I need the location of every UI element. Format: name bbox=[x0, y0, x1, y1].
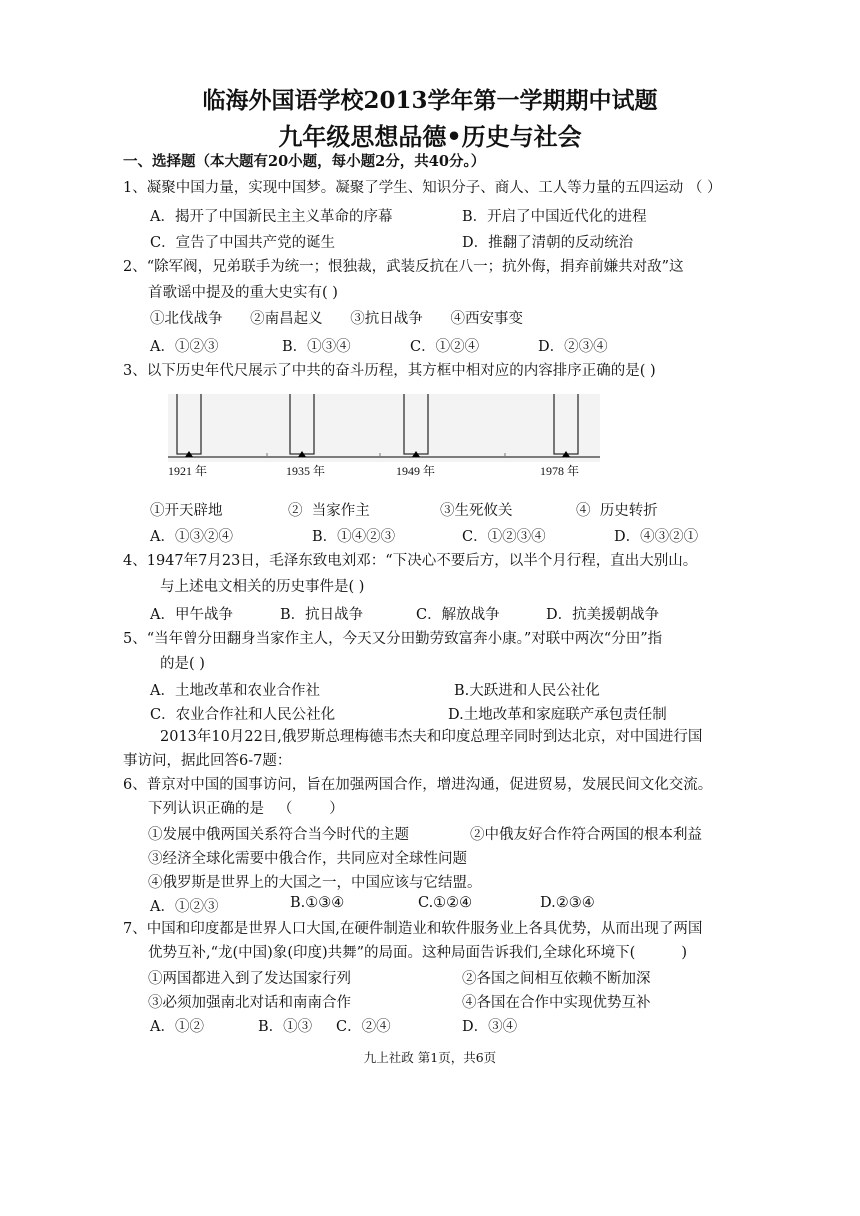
q3-item-1: ①开天辟地 bbox=[150, 503, 223, 519]
exam-title: 临海外国语学校2013学年第一学期期中试题 bbox=[202, 87, 658, 114]
q7-stem-line1: 7、中国和印度都是世界人口大国,在硬件制造业和软件服务业上各具优势，从而出现了两国 bbox=[123, 921, 703, 937]
q6-7-intro-line2: 事访问，据此回答6-7题： bbox=[123, 753, 292, 769]
q6-option-a: A．①②③ bbox=[150, 899, 219, 915]
q4-option-d: D．抗美援朝战争 bbox=[546, 607, 660, 623]
q2-stem-line2: 首歌谣中提及的重大史实有( ) bbox=[148, 285, 338, 301]
q7-item-4: ④各国在合作中实现优势互补 bbox=[462, 995, 651, 1011]
q6-stem-line2: 下列认识正确的是 （ ） bbox=[148, 801, 344, 817]
q6-option-c: C.①②④ bbox=[418, 895, 473, 911]
timeline-year-1921: 1921 年 bbox=[168, 464, 208, 478]
q6-option-d: D.②③④ bbox=[540, 895, 595, 911]
q1-option-c: C．宣告了中国共产党的诞生 bbox=[150, 235, 336, 251]
exam-subtitle: 九年级思想品德•历史与社会 bbox=[278, 122, 582, 151]
q5-option-c: C．农业合作社和人民公社化 bbox=[150, 707, 336, 723]
q5-stem-line2: 的是( ) bbox=[160, 656, 205, 672]
q2-option-a: A．①②③ bbox=[150, 339, 219, 355]
q6-7-intro-line1: 2013年10月22日,俄罗斯总理梅德韦杰夫和印度总理辛同时到达北京，对中国进行国 bbox=[160, 729, 703, 745]
q3-stem: 3、以下历史年代尺展示了中共的奋斗历程，其方框中相对应的内容排序正确的是( ) bbox=[123, 363, 656, 379]
q6-option-b: B.①③④ bbox=[290, 895, 345, 911]
q7-stem-line2: 优势互补,“龙(中国)象(印度)共舞”的局面。这种局面告诉我们,全球化环境下( ) bbox=[148, 945, 688, 961]
q6-item-3: ③经济全球化需要中俄合作，共同应对全球性问题 bbox=[148, 851, 467, 867]
page-footer: 九上社政 第1页，共6页 bbox=[363, 1050, 497, 1065]
q3-option-d: D．④③②① bbox=[614, 529, 699, 545]
q3-item-3: ③生死攸关 bbox=[440, 503, 513, 519]
q3-item-4: ④ 历史转折 bbox=[576, 503, 658, 519]
q6-item-2: ②中俄友好合作符合两国的根本利益 bbox=[470, 827, 702, 843]
q4-option-b: B．抗日战争 bbox=[280, 607, 364, 623]
q5-option-a: A．土地改革和农业合作社 bbox=[150, 683, 320, 699]
q4-option-c: C．解放战争 bbox=[416, 607, 500, 623]
q2-option-c: C．①②④ bbox=[410, 339, 480, 355]
q1-option-a: A．揭开了中国新民主主义革命的序幕 bbox=[150, 209, 393, 225]
history-timeline bbox=[168, 394, 600, 484]
q4-stem-line2: 与上述电文相关的历史事件是( ) bbox=[160, 579, 365, 595]
timeline-year-1978: 1978 年 bbox=[540, 464, 580, 478]
q7-item-2: ②各国之间相互依赖不断加深 bbox=[462, 971, 651, 987]
q6-stem-line1: 6、普京对中国的国事访问，旨在加强两国合作，增进沟通，促进贸易，发展民间文化交流。 bbox=[123, 777, 713, 793]
timeline-background bbox=[168, 394, 600, 462]
q4-stem-line1: 4、1947年7月23日，毛泽东致电刘邓：“下决心不要后方，以半个月行程，直出大别山。 bbox=[123, 553, 698, 569]
q7-option-b: B．①③ bbox=[258, 1019, 313, 1035]
q2-stem-line1: 2、“除军阀，兄弟联手为统一；恨独裁，武装反抗在八一；抗外侮，捐弃前嫌共对敌”这 bbox=[123, 259, 684, 275]
q1-option-d: D．推翻了清朝的反动统治 bbox=[462, 235, 634, 251]
q2-option-b: B．①③④ bbox=[282, 339, 351, 355]
q7-item-1: ①两国都进入到了发达国家行列 bbox=[148, 971, 351, 987]
section-heading: 一、选择题（本大题有20小题，每小题2分，共40分。） bbox=[123, 153, 486, 170]
q2-option-d: D．②③④ bbox=[538, 339, 608, 355]
timeline-year-1935: 1935 年 bbox=[286, 464, 326, 478]
q1-option-b: B．开启了中国近代化的进程 bbox=[462, 209, 647, 225]
q3-item-2: ② 当家作主 bbox=[288, 503, 370, 519]
q3-option-a: A．①③②④ bbox=[150, 529, 233, 545]
q6-item-1: ①发展中俄两国关系符合当今时代的主题 bbox=[148, 827, 409, 843]
q7-option-d: D．③④ bbox=[462, 1019, 518, 1035]
q3-option-c: C．①②③④ bbox=[462, 529, 546, 545]
q5-stem-line1: 5、“当年曾分田翻身当家作主人，今天又分田勤劳致富奔小康。”对联中两次“分田”指 bbox=[123, 631, 663, 647]
q3-option-b: B．①④②③ bbox=[312, 529, 396, 545]
q1-stem: 1、凝聚中国力量，实现中国梦。凝聚了学生、知识分子、商人、工人等力量的五四运动 （ ） bbox=[123, 180, 722, 196]
q7-option-a: A．①② bbox=[150, 1019, 204, 1035]
q6-item-4: ④俄罗斯是世界上的大国之一，中国应该与它结盟。 bbox=[148, 875, 482, 891]
q7-item-3: ③必须加强南北对话和南南合作 bbox=[148, 995, 351, 1011]
q7-option-c: C．②④ bbox=[336, 1019, 391, 1035]
q4-option-a: A．甲午战争 bbox=[150, 607, 233, 623]
q5-option-d: D.土地改革和家庭联产承包责任制 bbox=[448, 707, 667, 723]
timeline-year-1949: 1949 年 bbox=[396, 464, 436, 478]
q2-items: ①北伐战争 ②南昌起义 ③抗日战争 ④西安事变 bbox=[150, 311, 523, 327]
q5-option-b: B.大跃进和人民公社化 bbox=[454, 683, 600, 699]
